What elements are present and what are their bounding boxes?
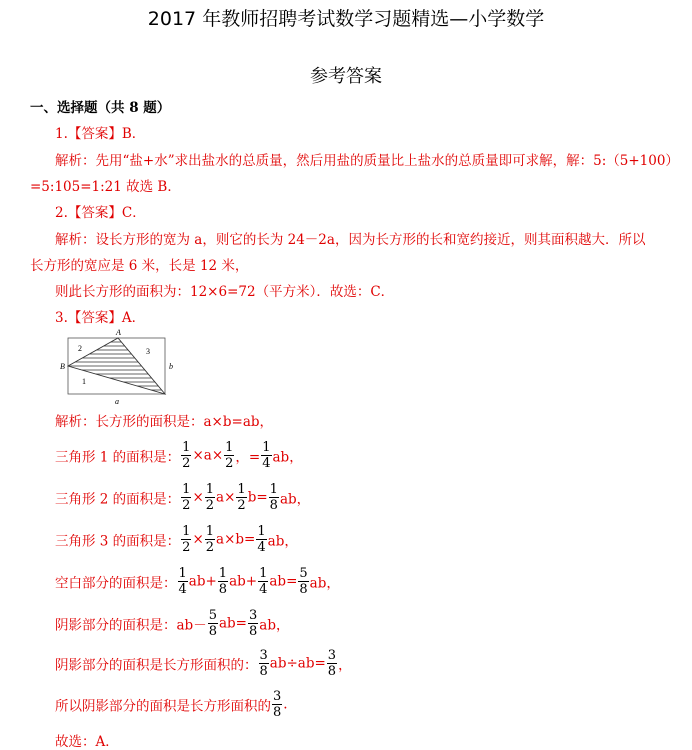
region-1-label: 1: [82, 377, 86, 386]
final-answer: 故选：A．: [55, 734, 119, 750]
q3-answer: 3.【答案】A．: [55, 310, 146, 326]
fraction: $\frac{1}{2}$: [182, 482, 191, 513]
fraction: $\frac{1}{4}$: [178, 566, 187, 597]
q1-answer: 1.【答案】B．: [55, 126, 146, 142]
ratio-line: 阴影部分的面积是长方形面积的： $\frac{3}{8}$ ab÷ab= $\frac{3}{8}$ ，: [55, 648, 352, 679]
fraction: $\frac{3}{8}$: [259, 648, 268, 679]
fraction: $\frac{1}{2}$: [237, 482, 246, 513]
q2-analysis-line1: 解析：设长方形的宽为 a，则它的长为 24－2a，因为长方形的长和宽约接近，则其面积越大．所以: [55, 232, 646, 248]
page-title: 2017 年教师招聘考试数学习题精选—小学数学: [147, 8, 545, 30]
fraction: $\frac{1}{2}$: [225, 440, 234, 471]
section-heading: 一、选择题（共 8 题）: [30, 100, 171, 116]
fraction: $\frac{1}{4}$: [257, 524, 266, 555]
fraction: $\frac{1}{2}$: [182, 524, 191, 555]
blank-area-line: 空白部分的面积是： $\frac{1}{4}$ ab+ $\frac{1}{8}$ ab+ $\frac{1}{4}$ ab= $\frac{5}{8}$ ab，: [55, 566, 340, 597]
q1-analysis-line1: 解析：先用“盐+水”求出盐水的总质量，然后用盐的质量比上盐水的总质量即可求解，解：5:（5+100）: [55, 153, 679, 169]
fraction: $\frac{3}{8}$: [249, 608, 258, 639]
triangle3-area-line: 三角形 3 的面积是： $\frac{1}{2}$ × $\frac{1}{2}$ a×b= $\frac{1}{4}$ ab，: [55, 524, 298, 555]
conclusion-line: 所以阴影部分的面积是长方形面积的 $\frac{3}{8}$ .: [55, 689, 288, 720]
triangle2-area-line: 三角形 2 的面积是： $\frac{1}{2}$ × $\frac{1}{2}$ a× $\frac{1}{2}$ b= $\frac{1}{8}$ ab，: [55, 482, 311, 513]
label-B: B: [60, 362, 65, 371]
fraction: $\frac{1}{2}$: [182, 440, 191, 471]
fraction: $\frac{1}{2}$: [205, 524, 215, 555]
rect-area-line: 解析：长方形的面积是：a×b=ab，: [55, 414, 274, 430]
shaded-area-line: 阴影部分的面积是：ab－ $\frac{5}{8}$ ab= $\frac{3}{8}$ ab，: [55, 608, 290, 639]
fraction: $\frac{1}{8}$: [218, 566, 228, 597]
q2-analysis-line3: 则此长方形的面积为：12×6=72（平方米）．故选：C．: [55, 284, 395, 300]
fraction: $\frac{1}{2}$: [205, 482, 215, 513]
q1-analysis-line2: =5:105=1:21 故选 B．: [30, 179, 181, 195]
label-a: a: [115, 397, 119, 406]
fraction: $\frac{3}{8}$: [327, 648, 337, 679]
fraction: $\frac{5}{8}$: [208, 608, 217, 639]
fraction: $\frac{1}{4}$: [259, 566, 268, 597]
fraction: $\frac{1}{4}$: [262, 440, 271, 471]
fraction: $\frac{5}{8}$: [299, 566, 308, 597]
triangle1-area-line: 三角形 1 的面积是： $\frac{1}{2}$ ×a× $\frac{1}{2}$ ，= $\frac{1}{4}$ ab，: [55, 440, 303, 471]
region-2-label: 2: [78, 344, 82, 353]
fraction: $\frac{1}{8}$: [269, 482, 278, 513]
region-3-label: 3: [146, 347, 150, 356]
q2-analysis-line2: 长方形的宽应是 6 米，长是 12 米，: [30, 258, 249, 274]
q2-answer: 2.【答案】C．: [55, 205, 146, 221]
label-A: A: [116, 328, 121, 337]
page-subtitle: 参考答案: [310, 66, 382, 87]
label-b: b: [169, 362, 173, 371]
fraction: $\frac{3}{8}$: [273, 689, 282, 720]
rectangle-triangle-diagram: [60, 326, 190, 406]
